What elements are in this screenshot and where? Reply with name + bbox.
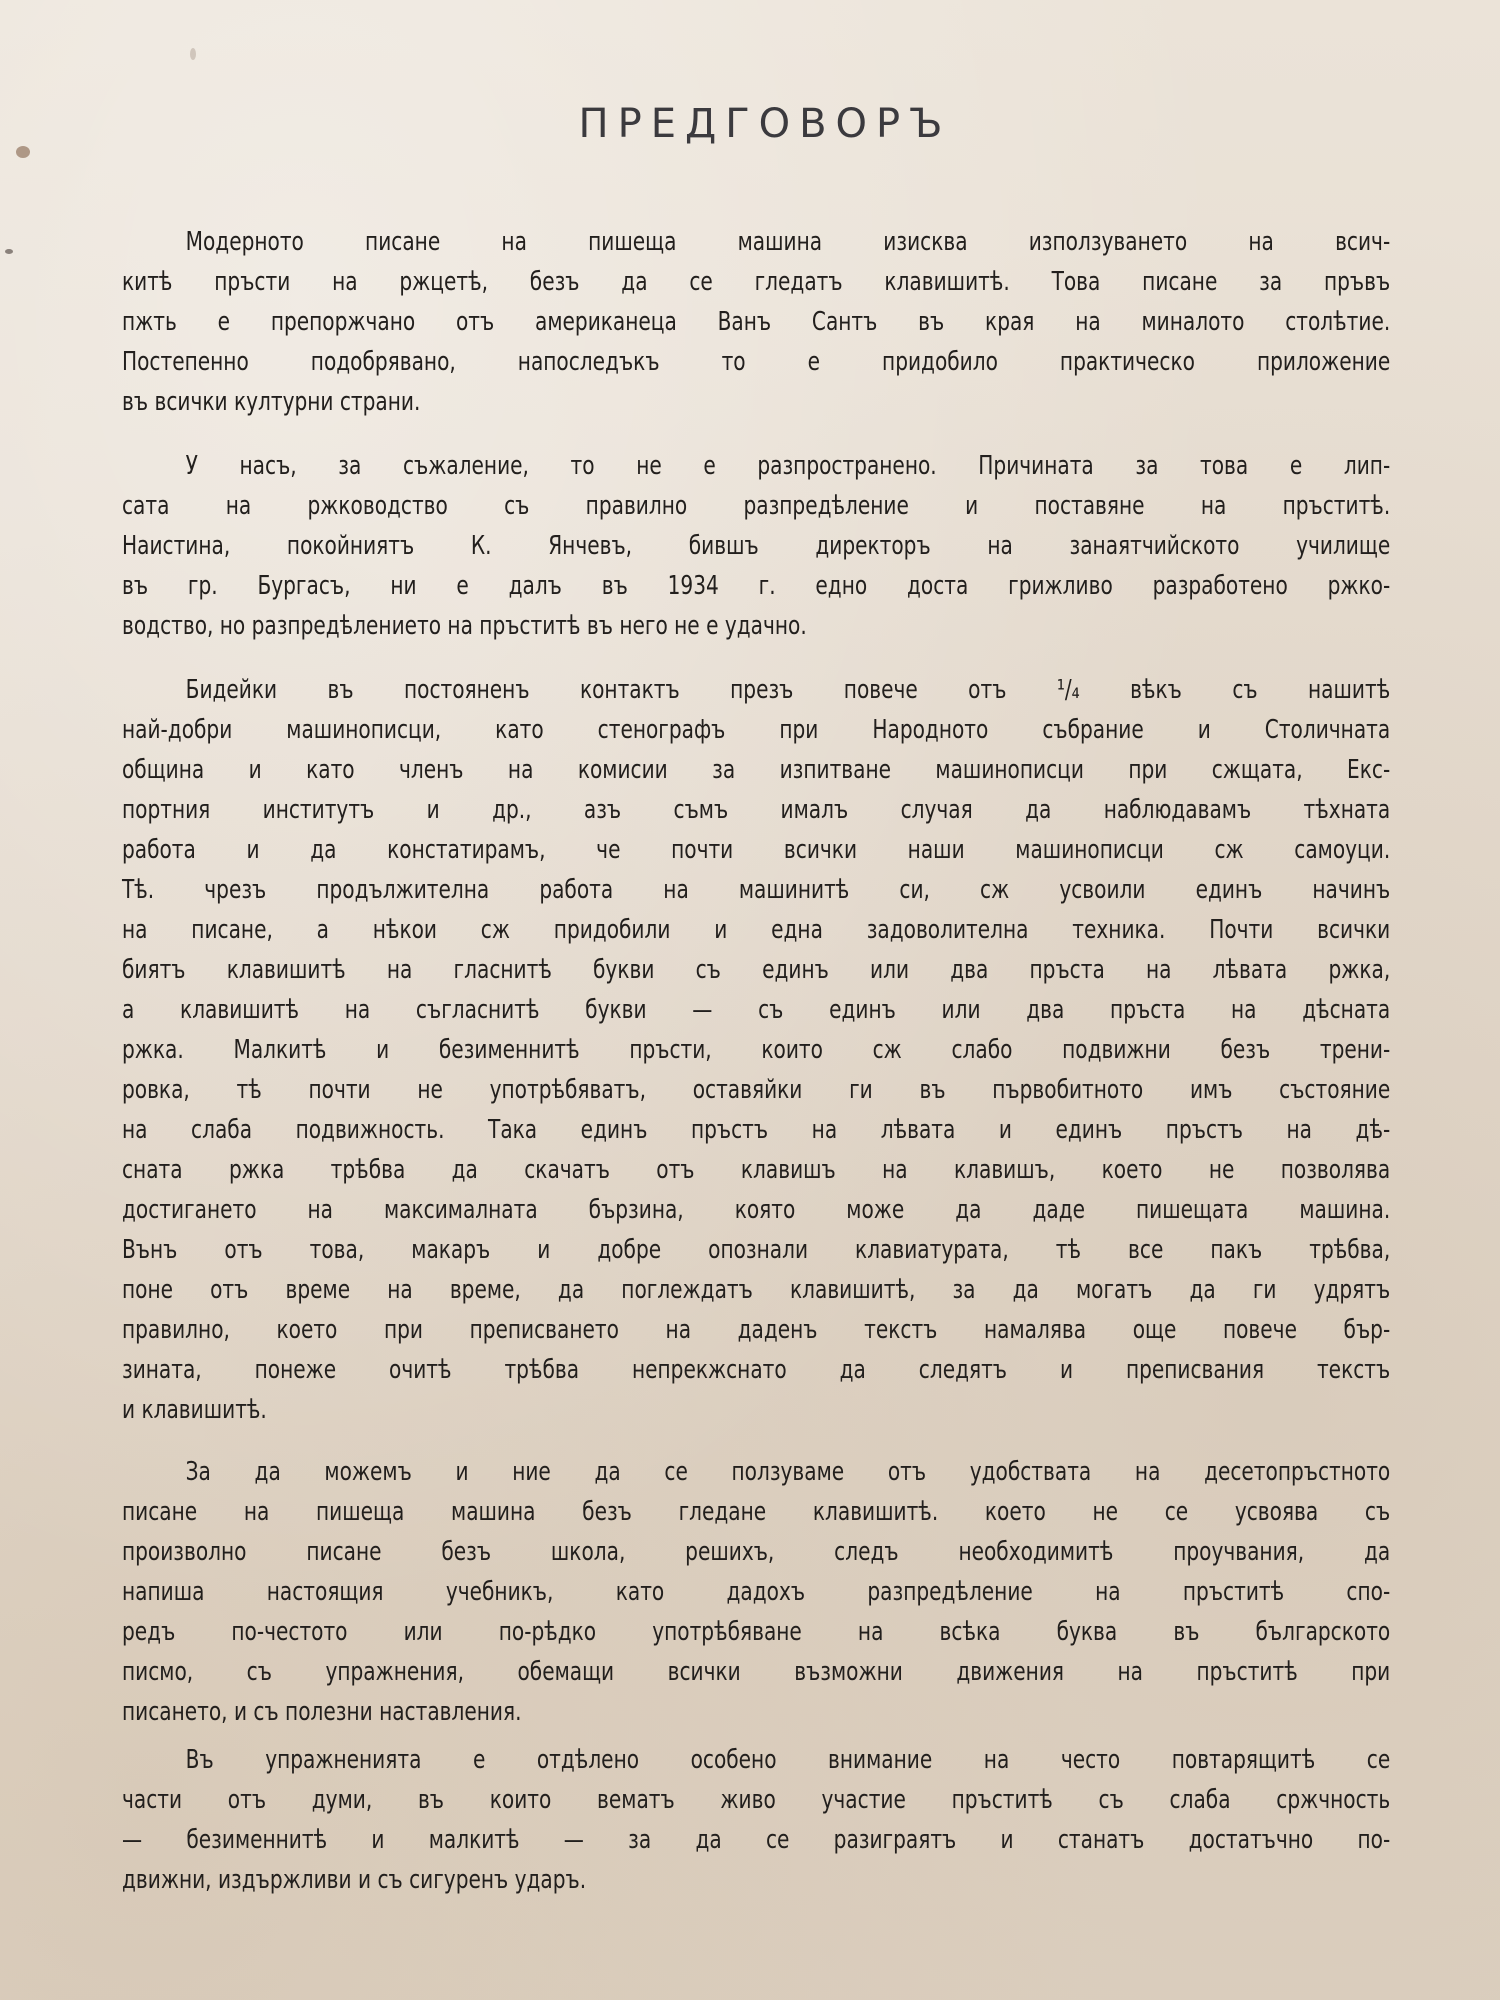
text-line: въ всички културни страни.	[122, 387, 421, 417]
text-line: ровка, тѣ почти не употрѣбяватъ, оставяйки ги въ първобитното имъ състояние	[122, 1075, 1391, 1105]
text-line: Вънъ отъ това, макаръ и добре опознали клавиатурата, тѣ все пакъ трѣбва,	[122, 1235, 1391, 1265]
text-line: сната ржка трѣбва да скачатъ отъ клавишъ на клавишъ, което не позволява	[122, 1155, 1391, 1185]
text-line: правилно, което при преписването на даденъ текстъ намалява още повече бър-	[122, 1315, 1391, 1345]
text-line: ржка. Малкитѣ и безименнитѣ пръсти, които сж слабо подвижни безъ трени-	[122, 1035, 1391, 1065]
text-line: произволно писане безъ школа, решихъ, следъ необходимитѣ проучвания, да	[122, 1537, 1391, 1567]
text-line: портния институтъ и др., азъ съмъ ималъ случая да наблюдавамъ тѣхната	[122, 795, 1391, 825]
text-line: Наистина, покойниятъ К. Янчевъ, бившъ директоръ на занаятчийското училище	[122, 531, 1391, 561]
text-line: на слаба подвижность. Така единъ пръстъ на лѣвата и единъ пръстъ на дѣ-	[122, 1115, 1391, 1145]
text-line: работа и да констатирамъ, че почти всички наши машинописци сж самоуци.	[122, 835, 1391, 865]
text-line: поне отъ време на време, да поглеждатъ клавишитѣ, за да могатъ да ги удрятъ	[122, 1275, 1391, 1305]
paragraph-3	[122, 670, 1390, 1430]
book-page	[122, 0, 1391, 1895]
text-line: достигането на максималната бързина, която може да даде пишещата машина.	[122, 1195, 1391, 1225]
text-line: редъ по-честото или по-рѣдко употрѣбяване на всѣка буква въ българското	[122, 1617, 1391, 1647]
text-line: За да можемъ и ние да се ползуваме отъ удобствата на десетопръстното	[185, 1457, 1391, 1487]
text-line: община и като членъ на комисии за изпитване машинописци при сжщата, Екс-	[122, 755, 1391, 785]
text-line: Бидейки въ постояненъ контактъ презъ повече отъ ¹/₄ вѣкъ съ нашитѣ	[185, 675, 1391, 705]
text-line: — безименнитѣ и малкитѣ — за да се разиграятъ и станатъ достатъчно по-	[122, 1825, 1391, 1855]
text-line: биятъ клавишитѣ на гласнитѣ букви съ единъ или два пръста на лѣвата ржка,	[122, 955, 1391, 985]
text-line: зината, понеже очитѣ трѣбва непрекжснато да следятъ и преписвания текстъ	[122, 1355, 1391, 1385]
paragraph-4	[122, 1452, 1390, 1732]
text-line: Модерното писане на пишеща машина изисква използуването на всич-	[185, 227, 1391, 257]
text-line: водство, но разпредѣлението на пръститѣ въ него не е удачно.	[122, 611, 807, 641]
paragraph-2	[122, 446, 1390, 646]
page-title: ПРЕДГОВОРЪ	[578, 101, 952, 147]
text-line: У насъ, за съжаление, то не е разпространено. Причината за това е лип-	[185, 451, 1391, 481]
text-line: въ гр. Бургасъ, ни е далъ въ 1934 г. едно доста грижливо разработено ржко-	[122, 571, 1391, 601]
text-line: най-добри машинописци, като стенографъ при Народното събрание и Столичната	[122, 715, 1391, 745]
text-line: писането, и съ полезни наставления.	[122, 1697, 522, 1727]
text-line: писмо, съ упражнения, обемащи всички възможни движения на пръститѣ при	[122, 1657, 1391, 1687]
text-line: китѣ пръсти на ржцетѣ, безъ да се гледатъ клавишитѣ. Това писане за пръвъ	[122, 267, 1391, 297]
text-line: части отъ думи, въ които вематъ живо участие пръститѣ съ слаба сржчность	[122, 1785, 1391, 1815]
text-line: Въ упражненията е отдѣлено особено внимание на често повтарящитѣ се	[185, 1745, 1391, 1775]
text-line: на писане, а нѣкои сж придобили и една задоволителна техника. Почти всички	[122, 915, 1391, 945]
text-line: Постепенно подобрявано, напоследъкъ то е придобило практическо приложение	[122, 347, 1391, 377]
text-line: писане на пишеща машина безъ гледане клавишитѣ. което не се усвоява съ	[122, 1497, 1391, 1527]
text-line: сата на ржководство съ правилно разпредѣление и поставяне на пръститѣ.	[122, 491, 1391, 521]
paper-stain	[5, 249, 13, 254]
text-line: Тѣ. чрезъ продължителна работа на машинитѣ си, сж усвоили единъ начинъ	[122, 875, 1391, 905]
text-line: и клавишитѣ.	[122, 1395, 267, 1425]
text-line: а клавишитѣ на съгласнитѣ букви — съ единъ или два пръста на дѣсната	[122, 995, 1391, 1025]
text-line: напиша настоящия учебникъ, като дадохъ разпредѣление на пръститѣ спо-	[122, 1577, 1391, 1607]
text-line: пжть е препоржчано отъ американеца Ванъ Сантъ въ края на миналото столѣтие.	[122, 307, 1391, 337]
text-line: движни, издържливи и съ сигуренъ ударъ.	[122, 1865, 587, 1895]
paper-stain	[16, 146, 30, 158]
paragraph-5	[122, 1740, 1390, 1900]
paragraph-1	[122, 222, 1390, 422]
